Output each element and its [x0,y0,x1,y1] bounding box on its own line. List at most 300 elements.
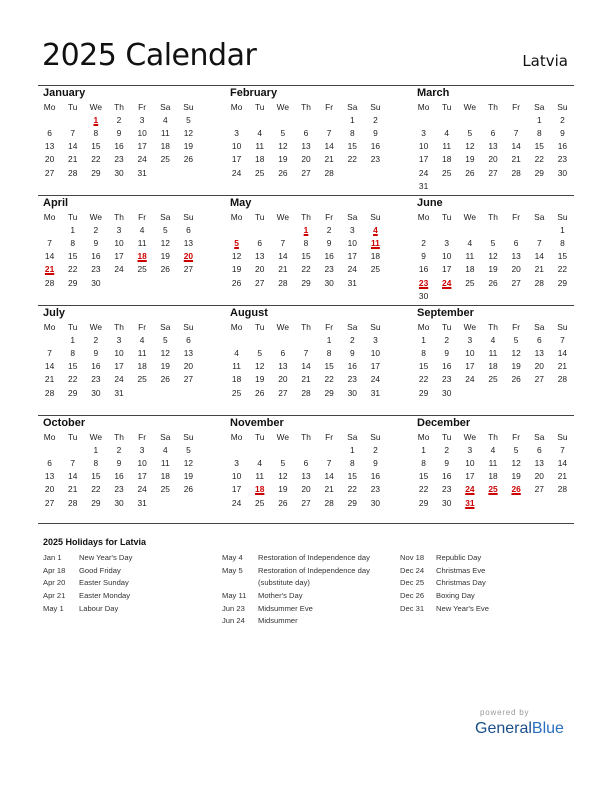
day-cell[interactable]: 3 [444,237,450,248]
day-cell[interactable]: 25 [160,484,170,495]
day-cell[interactable]: 6 [47,457,52,468]
day-cell[interactable]: 3 [421,127,426,138]
day-cell[interactable]: 21 [278,264,288,275]
day-cell[interactable]: 1 [536,114,542,125]
day-cell[interactable]: 20 [278,374,288,385]
day-cell[interactable]: 28 [557,484,568,495]
day-cell[interactable]: 18 [137,361,147,372]
day-cell[interactable]: 4 [162,444,168,455]
day-cell[interactable]: 31 [370,387,381,398]
day-cell[interactable]: 13 [183,237,194,248]
day-cell[interactable]: 19 [231,264,242,275]
day-cell[interactable]: 5 [280,457,286,468]
day-cell[interactable]: 13 [183,347,194,358]
day-cell[interactable]: 19 [183,471,194,482]
day-cell[interactable]: 25 [255,167,265,178]
day-cell[interactable]: 8 [421,457,426,468]
day-cell[interactable]: 30 [442,387,452,398]
day-cell[interactable]: 24 [347,264,357,275]
day-cell[interactable]: 18 [160,471,170,482]
day-cell[interactable]: 5 [513,334,519,345]
day-cell[interactable]: 15 [557,251,568,262]
day-cell[interactable]: 18 [255,154,265,165]
day-cell[interactable]: 5 [162,224,168,235]
day-cell[interactable]: 22 [534,154,544,165]
day-cell[interactable]: 25 [160,154,170,165]
day-cell[interactable]: 11 [255,471,265,482]
day-cell[interactable]: 26 [488,277,498,288]
day-cell[interactable]: 17 [137,471,147,482]
day-cell[interactable]: 13 [488,141,498,152]
day-cell[interactable]: 12 [183,127,194,138]
day-cell[interactable]: 4 [139,224,145,235]
day-cell[interactable]: 21 [301,374,311,385]
day-cell[interactable]: 29 [91,167,101,178]
day-cell[interactable]: 17 [465,471,475,482]
day-cell[interactable]: 15 [68,361,78,372]
day-cell[interactable]: 30 [91,387,101,398]
day-cell[interactable]: 2 [421,237,426,248]
day-cell[interactable]: 27 [44,167,55,178]
day-cell[interactable]: 8 [536,127,542,138]
day-cell[interactable]: 12 [160,347,170,358]
day-cell[interactable]: 29 [534,167,544,178]
day-cell[interactable]: 3 [139,114,145,125]
day-cell[interactable]: 28 [44,277,55,288]
day-cell[interactable]: 29 [557,277,568,288]
day-cell[interactable]: 6 [280,347,286,358]
holiday-day-cell[interactable]: 4 [373,224,378,235]
day-cell[interactable]: 19 [278,484,288,495]
day-cell[interactable]: 28 [511,167,521,178]
day-cell[interactable]: 6 [257,237,263,248]
day-cell[interactable]: 16 [418,264,429,275]
day-cell[interactable]: 4 [162,114,168,125]
day-cell[interactable]: 27 [511,277,521,288]
day-cell[interactable]: 30 [370,497,381,508]
day-cell[interactable]: 6 [513,237,519,248]
holiday-day-cell[interactable]: 24 [465,484,475,495]
day-cell[interactable]: 10 [231,471,242,482]
day-cell[interactable]: 7 [47,347,52,358]
day-cell[interactable]: 27 [44,497,55,508]
day-cell[interactable]: 5 [162,334,168,345]
day-cell[interactable]: 3 [234,127,239,138]
day-cell[interactable]: 8 [421,347,426,358]
day-cell[interactable]: 20 [255,264,265,275]
day-cell[interactable]: 22 [324,374,334,385]
day-cell[interactable]: 1 [93,444,99,455]
day-cell[interactable]: 17 [231,154,242,165]
day-cell[interactable]: 13 [511,251,521,262]
day-cell[interactable]: 22 [68,264,78,275]
day-cell[interactable]: 5 [280,127,286,138]
day-cell[interactable]: 9 [444,457,450,468]
day-cell[interactable]: 1 [70,224,76,235]
day-cell[interactable]: 9 [444,347,450,358]
day-cell[interactable]: 8 [349,457,355,468]
day-cell[interactable]: 23 [91,264,101,275]
day-cell[interactable]: 13 [301,471,311,482]
day-cell[interactable]: 21 [44,374,55,385]
day-cell[interactable]: 9 [349,347,355,358]
day-cell[interactable]: 16 [442,361,452,372]
day-cell[interactable]: 13 [255,251,265,262]
day-cell[interactable]: 29 [347,497,357,508]
day-cell[interactable]: 23 [370,484,381,495]
day-cell[interactable]: 11 [137,237,147,248]
day-cell[interactable]: 31 [347,277,357,288]
day-cell[interactable]: 26 [255,387,265,398]
day-cell[interactable]: 13 [534,457,544,468]
day-cell[interactable]: 3 [116,334,122,345]
day-cell[interactable]: 16 [114,141,124,152]
day-cell[interactable]: 15 [347,471,357,482]
day-cell[interactable]: 22 [557,264,568,275]
day-cell[interactable]: 7 [326,457,332,468]
day-cell[interactable]: 17 [370,361,381,372]
day-cell[interactable]: 22 [68,374,78,385]
day-cell[interactable]: 2 [373,444,378,455]
day-cell[interactable]: 11 [160,457,170,468]
day-cell[interactable]: 16 [370,141,381,152]
day-cell[interactable]: 7 [326,127,332,138]
day-cell[interactable]: 6 [303,127,309,138]
day-cell[interactable]: 14 [324,141,334,152]
day-cell[interactable]: 12 [231,251,242,262]
holiday-day-cell[interactable]: 31 [465,497,475,508]
day-cell[interactable]: 19 [511,471,521,482]
day-cell[interactable]: 10 [114,347,124,358]
day-cell[interactable]: 31 [114,387,124,398]
day-cell[interactable]: 25 [370,264,381,275]
day-cell[interactable]: 21 [324,154,334,165]
day-cell[interactable]: 12 [278,141,288,152]
day-cell[interactable]: 21 [68,484,78,495]
day-cell[interactable]: 23 [370,154,381,165]
day-cell[interactable]: 15 [68,251,78,262]
day-cell[interactable]: 7 [70,127,76,138]
day-cell[interactable]: 28 [557,374,568,385]
day-cell[interactable]: 3 [139,444,145,455]
day-cell[interactable]: 15 [418,471,429,482]
day-cell[interactable]: 14 [557,347,568,358]
day-cell[interactable]: 5 [257,347,263,358]
day-cell[interactable]: 20 [301,484,311,495]
day-cell[interactable]: 13 [44,471,55,482]
day-cell[interactable]: 7 [303,347,309,358]
day-cell[interactable]: 14 [68,471,78,482]
day-cell[interactable]: 5 [513,444,519,455]
day-cell[interactable]: 6 [186,334,191,345]
day-cell[interactable]: 30 [347,387,357,398]
day-cell[interactable]: 12 [511,457,521,468]
day-cell[interactable]: 9 [93,237,99,248]
day-cell[interactable]: 24 [114,374,124,385]
day-cell[interactable]: 2 [116,444,122,455]
holiday-day-cell[interactable]: 11 [370,237,380,248]
holiday-day-cell[interactable]: 20 [183,251,194,262]
day-cell[interactable]: 7 [560,444,565,455]
day-cell[interactable]: 12 [183,457,194,468]
day-cell[interactable]: 23 [114,484,124,495]
day-cell[interactable]: 13 [534,347,544,358]
day-cell[interactable]: 11 [232,361,241,372]
day-cell[interactable]: 3 [373,334,378,345]
day-cell[interactable]: 22 [418,374,429,385]
day-cell[interactable]: 27 [278,387,288,398]
day-cell[interactable]: 30 [114,497,124,508]
day-cell[interactable]: 9 [373,127,378,138]
day-cell[interactable]: 30 [324,277,334,288]
day-cell[interactable]: 27 [534,374,544,385]
brand-logo[interactable] [475,720,564,738]
day-cell[interactable]: 24 [137,154,147,165]
day-cell[interactable]: 2 [560,114,565,125]
day-cell[interactable]: 18 [442,154,452,165]
day-cell[interactable]: 30 [418,290,429,301]
day-cell[interactable]: 10 [114,237,124,248]
day-cell[interactable]: 17 [114,361,124,372]
day-cell[interactable]: 9 [373,457,378,468]
day-cell[interactable]: 18 [160,141,170,152]
day-cell[interactable]: 8 [93,127,99,138]
day-cell[interactable]: 8 [93,457,99,468]
day-cell[interactable]: 1 [70,334,76,345]
day-cell[interactable]: 29 [418,497,429,508]
day-cell[interactable]: 4 [444,127,450,138]
day-cell[interactable]: 24 [231,167,242,178]
day-cell[interactable]: 27 [534,484,544,495]
day-cell[interactable]: 4 [257,457,263,468]
day-cell[interactable]: 27 [301,497,311,508]
day-cell[interactable]: 16 [347,361,357,372]
day-cell[interactable]: 24 [137,484,147,495]
day-cell[interactable]: 17 [231,484,242,495]
day-cell[interactable]: 28 [44,387,55,398]
day-cell[interactable]: 10 [137,457,147,468]
day-cell[interactable]: 24 [418,167,429,178]
day-cell[interactable]: 4 [490,334,496,345]
day-cell[interactable]: 7 [513,127,519,138]
day-cell[interactable]: 17 [442,264,452,275]
day-cell[interactable]: 21 [557,471,568,482]
day-cell[interactable]: 29 [324,387,334,398]
day-cell[interactable]: 10 [465,457,475,468]
day-cell[interactable]: 2 [93,334,99,345]
holiday-day-cell[interactable]: 26 [511,484,521,495]
day-cell[interactable]: 4 [467,237,473,248]
day-cell[interactable]: 14 [278,251,288,262]
day-cell[interactable]: 26 [183,484,194,495]
day-cell[interactable]: 7 [560,334,565,345]
day-cell[interactable]: 15 [91,471,101,482]
day-cell[interactable]: 19 [511,361,521,372]
day-cell[interactable]: 27 [255,277,265,288]
day-cell[interactable]: 24 [114,264,124,275]
day-cell[interactable]: 30 [557,167,568,178]
day-cell[interactable]: 16 [114,471,124,482]
day-cell[interactable]: 19 [255,374,265,385]
day-cell[interactable]: 25 [137,374,147,385]
day-cell[interactable]: 12 [465,141,475,152]
day-cell[interactable]: 1 [421,334,426,345]
day-cell[interactable]: 17 [418,154,429,165]
day-cell[interactable]: 24 [231,497,242,508]
day-cell[interactable]: 11 [465,251,475,262]
day-cell[interactable]: 15 [324,361,334,372]
day-cell[interactable]: 9 [326,237,332,248]
day-cell[interactable]: 2 [326,224,332,235]
holiday-day-cell[interactable]: 25 [488,484,498,495]
day-cell[interactable]: 17 [137,141,147,152]
day-cell[interactable]: 24 [465,374,475,385]
day-cell[interactable]: 23 [557,154,568,165]
day-cell[interactable]: 8 [326,347,332,358]
day-cell[interactable]: 5 [467,127,473,138]
day-cell[interactable]: 6 [536,444,542,455]
day-cell[interactable]: 28 [68,167,78,178]
day-cell[interactable]: 15 [534,141,544,152]
day-cell[interactable]: 25 [488,374,498,385]
day-cell[interactable]: 3 [467,444,473,455]
day-cell[interactable]: 25 [442,167,452,178]
day-cell[interactable]: 10 [137,127,147,138]
day-cell[interactable]: 27 [183,374,194,385]
day-cell[interactable]: 19 [160,251,170,262]
holiday-day-cell[interactable]: 21 [44,264,55,275]
day-cell[interactable]: 23 [442,484,452,495]
day-cell[interactable]: 19 [465,154,475,165]
day-cell[interactable]: 9 [116,457,122,468]
day-cell[interactable]: 2 [373,114,378,125]
day-cell[interactable]: 15 [301,251,311,262]
day-cell[interactable]: 5 [490,237,496,248]
day-cell[interactable]: 18 [465,264,475,275]
day-cell[interactable]: 7 [47,237,52,248]
day-cell[interactable]: 13 [44,141,55,152]
day-cell[interactable]: 26 [465,167,475,178]
day-cell[interactable]: 26 [278,167,288,178]
day-cell[interactable]: 29 [301,277,311,288]
day-cell[interactable]: 30 [114,167,124,178]
day-cell[interactable]: 2 [93,224,99,235]
day-cell[interactable]: 4 [234,347,239,358]
day-cell[interactable]: 11 [255,141,265,152]
day-cell[interactable]: 4 [490,444,496,455]
holiday-day-cell[interactable]: 5 [234,237,239,248]
day-cell[interactable]: 16 [557,141,568,152]
day-cell[interactable]: 16 [442,471,452,482]
day-cell[interactable]: 12 [511,347,521,358]
day-cell[interactable]: 10 [418,141,429,152]
day-cell[interactable]: 14 [44,361,55,372]
holiday-day-cell[interactable]: 24 [442,277,452,288]
day-cell[interactable]: 6 [47,127,52,138]
day-cell[interactable]: 8 [560,237,565,248]
day-cell[interactable]: 20 [183,361,194,372]
day-cell[interactable]: 8 [303,237,309,248]
day-cell[interactable]: 20 [44,484,55,495]
day-cell[interactable]: 8 [70,237,76,248]
day-cell[interactable]: 22 [418,484,429,495]
day-cell[interactable]: 8 [349,127,355,138]
day-cell[interactable]: 20 [534,361,544,372]
day-cell[interactable]: 7 [280,237,286,248]
day-cell[interactable]: 4 [257,127,263,138]
day-cell[interactable]: 26 [160,264,170,275]
day-cell[interactable]: 23 [442,374,452,385]
day-cell[interactable]: 9 [560,127,565,138]
day-cell[interactable]: 20 [44,154,55,165]
day-cell[interactable]: 4 [139,334,145,345]
day-cell[interactable]: 22 [91,154,101,165]
day-cell[interactable]: 16 [91,251,101,262]
day-cell[interactable]: 25 [465,277,475,288]
day-cell[interactable]: 1 [326,334,332,345]
day-cell[interactable]: 7 [70,457,76,468]
day-cell[interactable]: 11 [137,347,147,358]
day-cell[interactable]: 10 [370,347,381,358]
day-cell[interactable]: 21 [557,361,568,372]
day-cell[interactable]: 22 [301,264,311,275]
holiday-day-cell[interactable]: 23 [418,277,429,288]
day-cell[interactable]: 14 [511,141,521,152]
day-cell[interactable]: 21 [534,264,544,275]
day-cell[interactable]: 22 [91,484,101,495]
day-cell[interactable]: 17 [347,251,357,262]
day-cell[interactable]: 6 [303,457,309,468]
day-cell[interactable]: 25 [137,264,147,275]
day-cell[interactable]: 17 [114,251,124,262]
day-cell[interactable]: 3 [467,334,473,345]
day-cell[interactable]: 30 [442,497,452,508]
day-cell[interactable]: 10 [442,251,452,262]
day-cell[interactable]: 19 [160,361,170,372]
day-cell[interactable]: 9 [421,251,426,262]
day-cell[interactable]: 27 [488,167,498,178]
day-cell[interactable]: 21 [511,154,521,165]
day-cell[interactable]: 11 [442,141,452,152]
holiday-day-cell[interactable]: 1 [93,114,99,125]
day-cell[interactable]: 23 [114,154,124,165]
day-cell[interactable]: 11 [160,127,170,138]
day-cell[interactable]: 12 [488,251,498,262]
day-cell[interactable]: 14 [68,141,78,152]
day-cell[interactable]: 1 [421,444,426,455]
day-cell[interactable]: 2 [444,334,450,345]
day-cell[interactable]: 28 [534,277,544,288]
holiday-day-cell[interactable]: 1 [303,224,309,235]
day-cell[interactable]: 28 [301,387,311,398]
day-cell[interactable]: 20 [534,471,544,482]
day-cell[interactable]: 3 [349,224,355,235]
day-cell[interactable]: 10 [347,237,357,248]
day-cell[interactable]: 18 [231,374,242,385]
day-cell[interactable]: 15 [91,141,101,152]
day-cell[interactable]: 29 [418,387,429,398]
day-cell[interactable]: 19 [278,154,288,165]
day-cell[interactable]: 9 [116,127,122,138]
day-cell[interactable]: 22 [347,484,357,495]
day-cell[interactable]: 25 [255,497,265,508]
day-cell[interactable]: 24 [370,374,381,385]
day-cell[interactable]: 13 [278,361,288,372]
day-cell[interactable]: 28 [68,497,78,508]
day-cell[interactable]: 11 [488,457,498,468]
day-cell[interactable]: 12 [255,361,265,372]
day-cell[interactable]: 25 [231,387,242,398]
